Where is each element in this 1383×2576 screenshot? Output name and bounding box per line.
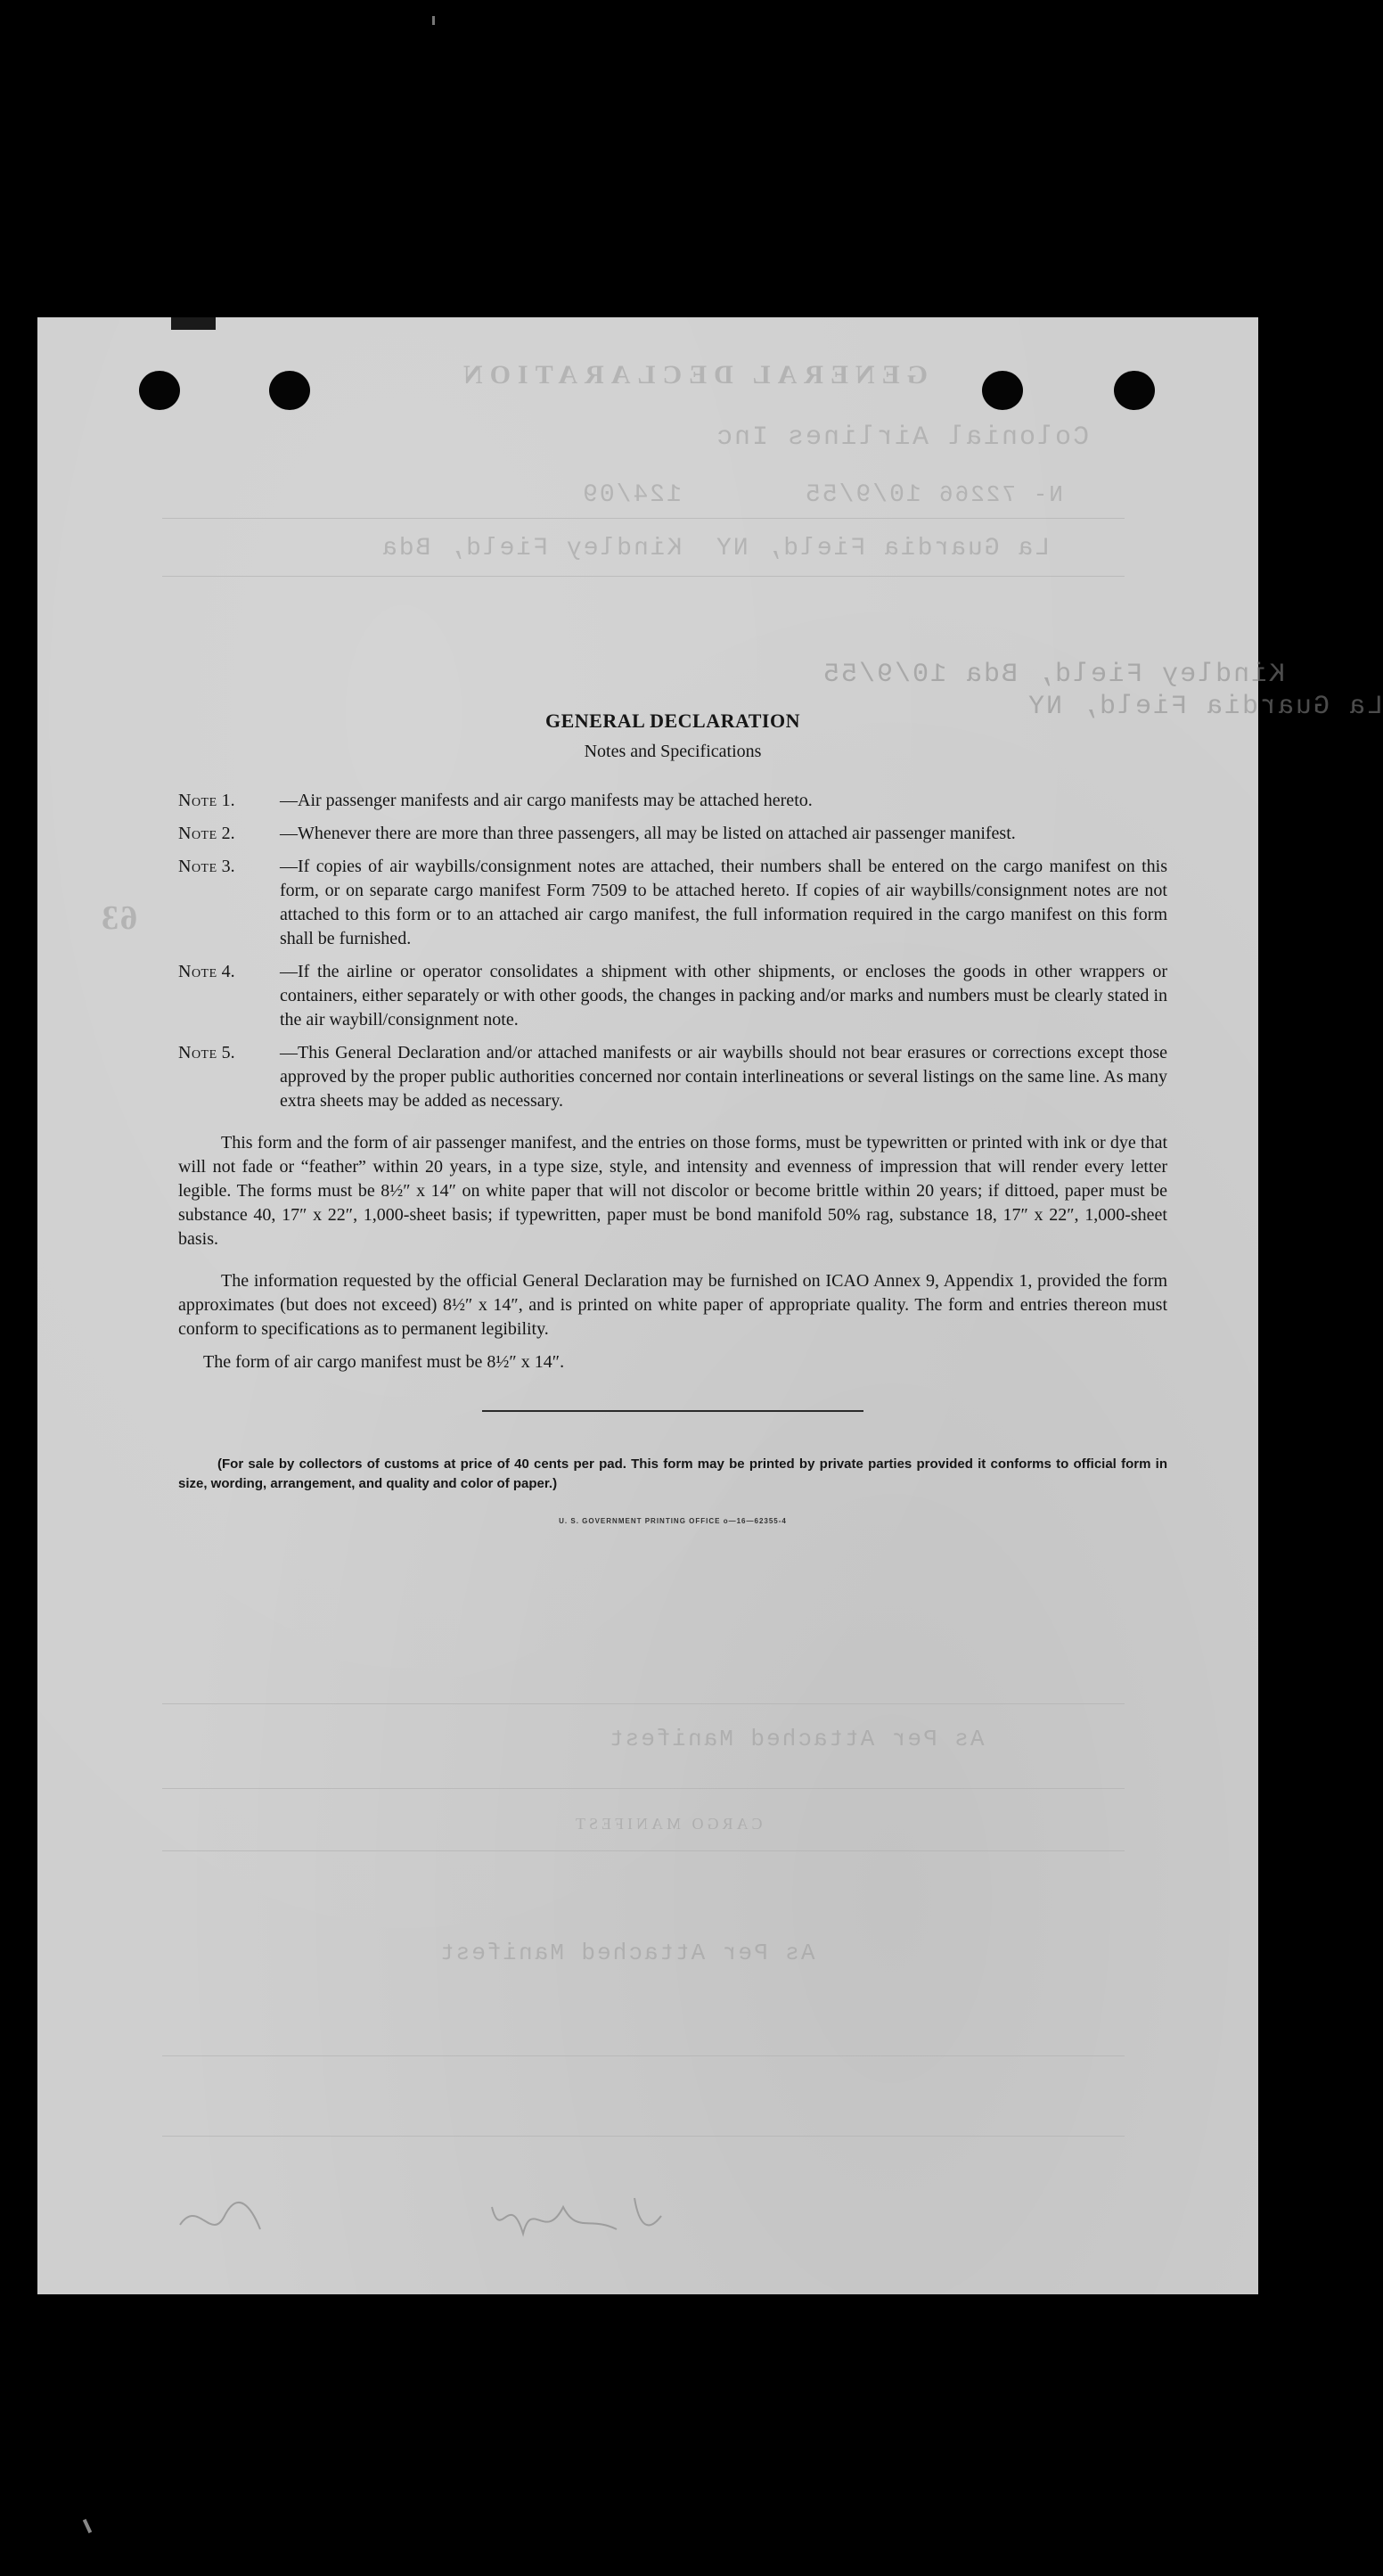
bleed-arrival: La Guardia Field, NY xyxy=(715,535,1051,562)
note-5 xyxy=(178,1041,1167,1113)
note-2 xyxy=(178,822,1167,846)
bleed-airline: Colonial Airlines Inc xyxy=(715,422,1090,453)
note-label: Note 2. xyxy=(178,824,235,843)
punch-hole xyxy=(1114,371,1155,410)
note-1 xyxy=(178,789,1167,813)
printer-imprint: U. S. GOVERNMENT PRINTING OFFICE o—16—62355-4 xyxy=(559,1517,787,1525)
note-label: Note 3. xyxy=(178,857,235,876)
note-text: —If copies of air waybills/consignment notes are attached, their numbers shall be entered on the cargo manifest on this form, or on separate cargo manifest Form 7509 to be attached hereto. If copies of air waybills/consignment notes are not attached to this form or to an attached air cargo manifest, the full information required in the cargo manifest on this form shall be furnished. xyxy=(280,857,1167,948)
bleed-side-number: 63 xyxy=(100,899,137,937)
bleed-rule xyxy=(162,1788,1125,1789)
scan-speck xyxy=(83,2519,92,2533)
note-text: —If the airline or operator consolidates a shipment with other shipments, or encloses the goods in other wrappers or containers, either separately or with other goods, the changes in packing and/or marks and numbers must be clearly stated in the air waybill/consignment note. xyxy=(280,962,1167,1030)
bleed-flight: 124/09 xyxy=(581,481,682,509)
bleed-number: N- 72266 xyxy=(937,481,1063,508)
document-title: GENERAL DECLARATION xyxy=(545,710,800,732)
bleed-rule xyxy=(162,2136,1125,2137)
bleed-departure: Kindley Field, Bda xyxy=(381,535,683,562)
scan-speck xyxy=(432,16,435,25)
punch-hole xyxy=(982,371,1023,410)
signature-scrawl xyxy=(171,2180,670,2252)
bleed-cargo-header: CARGO MANIFEST xyxy=(572,1815,763,1833)
note-4 xyxy=(178,960,1167,1032)
paragraph-cargo-manifest: The form of air cargo manifest must be 8½″ x 14″. xyxy=(203,1352,565,1372)
document-page xyxy=(37,317,1383,2294)
bleed-place-2: La Guardia Field, NY xyxy=(1027,692,1383,722)
declaration-notes xyxy=(178,710,1167,1525)
bleed-header: GENERAL DECLARATION xyxy=(456,360,929,390)
punch-hole xyxy=(139,371,180,410)
punch-hole xyxy=(269,371,310,410)
bleed-rule xyxy=(162,1850,1125,1851)
paragraph-form-requirements: This form and the form of air passenger manifest, and the entries on those forms, must be typewritten or printed with ink or dye that will not fade or “feather” within 20 years, in a type size, style, and intensity and evenness of impression that will render every letter legible. The forms must be 8½″ x 14″ on white paper that will not discolor or become brittle within 20 years; if dittoed, paper must be substance 40, 17″ x 22″, 1,000-sheet basis; if typewritten, paper must be bond manifold 50% rag, substance 18, 17″ x 22″, 1,000-sheet basis. xyxy=(178,1133,1167,1249)
note-text: —Air passenger manifests and air cargo manifests may be attached hereto. xyxy=(280,791,813,810)
divider xyxy=(482,1410,863,1412)
note-label: Note 1. xyxy=(178,791,235,810)
bleed-cargo-note: As Per Attached Manifest xyxy=(438,1940,815,1966)
bleed-date: 10/9/55 xyxy=(804,481,921,509)
bleed-place-date: Kindley Field, Bda 10/9/55 xyxy=(822,660,1286,690)
note-text: —Whenever there are more than three passengers, all may be listed on attached air passenger manifest. xyxy=(280,824,1016,843)
note-3 xyxy=(178,855,1167,951)
note-text: —This General Declaration and/or attached manifests or air waybills should not bear erasures or corrections except those approved by the proper public authorities concerned nor contain interlineations or several listings on the same line. As many extra sheets may be added as necessary. xyxy=(280,1043,1167,1111)
note-label: Note 4. xyxy=(178,962,235,981)
sale-notice: (For sale by collectors of customs at price of 40 cents per pad. This form may be printed by private parties provided it conforms to official form in size, wording, arrangement, and quality and color of paper.) xyxy=(178,1456,1167,1491)
bleed-rule xyxy=(162,576,1125,577)
torn-edge xyxy=(171,317,216,330)
bleed-rule xyxy=(162,2055,1125,2056)
paragraph-icao: The information requested by the official General Declaration may be furnished on ICAO Annex 9, Appendix 1, provided the form approximates (but does not exceed) 8½″ x 14″, and is printed on white paper of appropriate quality. The form and entries thereon must conform to specifications as to permanent legibility. xyxy=(178,1271,1167,1339)
bleed-passenger-note: As Per Attached Manifest xyxy=(608,1726,985,1752)
document-subtitle: Notes and Specifications xyxy=(584,742,762,761)
bleed-rule xyxy=(162,518,1125,519)
note-label: Note 5. xyxy=(178,1043,235,1062)
bleed-rule xyxy=(162,1703,1125,1704)
